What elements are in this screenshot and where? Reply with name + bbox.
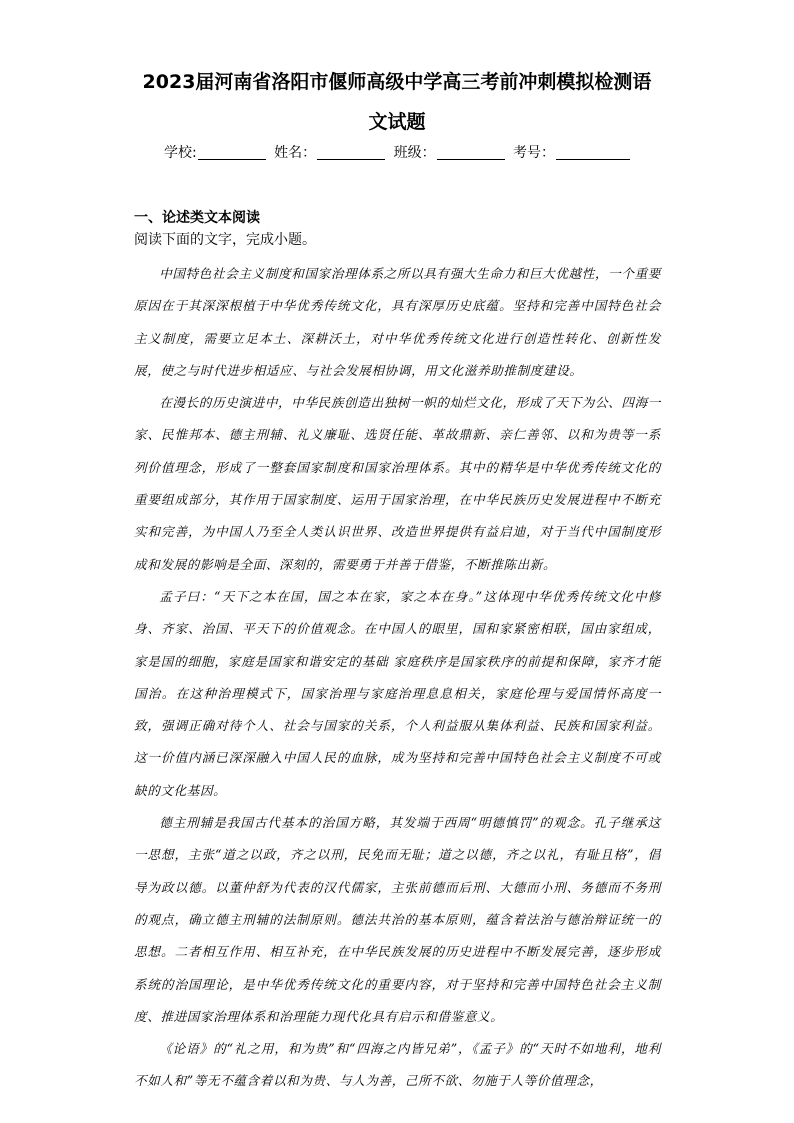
school-field — [164, 142, 266, 164]
passage-body — [134, 258, 661, 1098]
passage-paragraph: 孟子曰：“天下之本在国，国之本在家，家之本在身。”这体现中华优秀传统文化中修身、齐家、治国、平天下的价值观念。在中国人的眼里，国和家紧密相联，国由家组成，家是国的细胞，家庭是国家和谐安定的基础 家庭秩序是国家秩序的前提和保障，家齐才能国治。在这种治理模式下，国家治理与家庭治理息息相关，家庭伦理与爱国情怀高度一致，强调正确对待个人、社会与国家的关系，个人利益服从集体利益、民族和国家利益。这一价值内涵已深深融入中国人民的血脉，成为坚持和完善中国特色社会主义制度不可或缺的文化基因。 — [134, 588, 661, 798]
passage-paragraph: 中国特色社会主义制度和国家治理体系之所以具有强大生命力和巨大优越性，一个重要原因在于其深深根植于中华优秀传统文化，具有深厚历史底蕴。坚持和完善中国特色社会主义制度，需要立足本土、深耕沃土，对中华优秀传统文化进行创造性转化、创新性发展，使之与时代进步相适应、与社会发展相协调，用文化滋养助推制度建设。 — [134, 266, 661, 378]
exam-number-blank — [556, 145, 630, 160]
document-title-line1: 2023届河南省洛阳市偃师高级中学高三考前冲刺模拟检测语 — [142, 71, 652, 93]
exam-number-label: 考号： — [513, 145, 556, 161]
passage-paragraph: 在漫长的历史演进中，中华民族创造出独树一帜的灿烂文化，形成了天下为公、四海一家、民惟邦本、德主刑辅、礼义廉耻、选贤任能、革故鼎新、亲仁善邻、以和为贵等一系列价值理念，形成了一整套国家制度和国家治理体系。其中的精华是中华优秀传统文化的重要组成部分，其作用于国家制度、运用于国家治理，在中华民族历史发展进程中不断充实和完善，为中国人乃至全人类认识世界、改造世界提供有益启迪，对于当代中国制度形成和发展的影响是全面、深刻的，需要勇于并善于借鉴，不断推陈出新。 — [134, 395, 661, 572]
name-field — [274, 142, 385, 164]
class-label: 班级： — [393, 145, 436, 161]
class-blank — [437, 145, 505, 160]
school-blank — [198, 145, 266, 160]
exam-number-field — [513, 142, 630, 164]
passage-paragraph: 《论语》的“礼之用，和为贵”和“四海之内皆兄弟”，《孟子》的“天时不如地利，地利不如人和”等无不蕴含着以和为贵、与人为善，己所不欲、勿施于人等价值理念， — [134, 1041, 661, 1089]
student-info-row — [0, 142, 794, 164]
name-blank — [317, 145, 385, 160]
section-heading: 一、论述类文本阅读 — [134, 210, 260, 226]
document-title-line2: 文试题 — [368, 111, 426, 133]
passage-paragraph: 德主刑辅是我国古代基本的治国方略，其发端于西周“明德慎罚”的观念。孔子继承这一思想，主张“道之以政，齐之以刑，民免而无耻；道之以德，齐之以礼，有耻且格”，倡导为政以德。以董仲舒为代表的汉代儒家，主张前德而后刑、大德而小刑、务德而不务刑的观点，确立德主刑辅的法制原则。德法共治的基本原则，蕴含着法治与德治辩证统一的思想。二者相互作用、相互补充，在中华民族发展的历史进程中不断发展完善，逐步形成系统的治国理论，是中华优秀传统文化的重要内容，对于坚持和完善中国特色社会主义制度、推进国家治理体系和治理能力现代化具有启示和借鉴意义。 — [134, 815, 661, 1024]
class-field — [394, 142, 505, 164]
name-label: 姓名： — [274, 145, 317, 161]
reading-instruction: 阅读下面的文字，完成小题。 — [134, 232, 316, 248]
school-label: 学校: — [163, 145, 197, 161]
